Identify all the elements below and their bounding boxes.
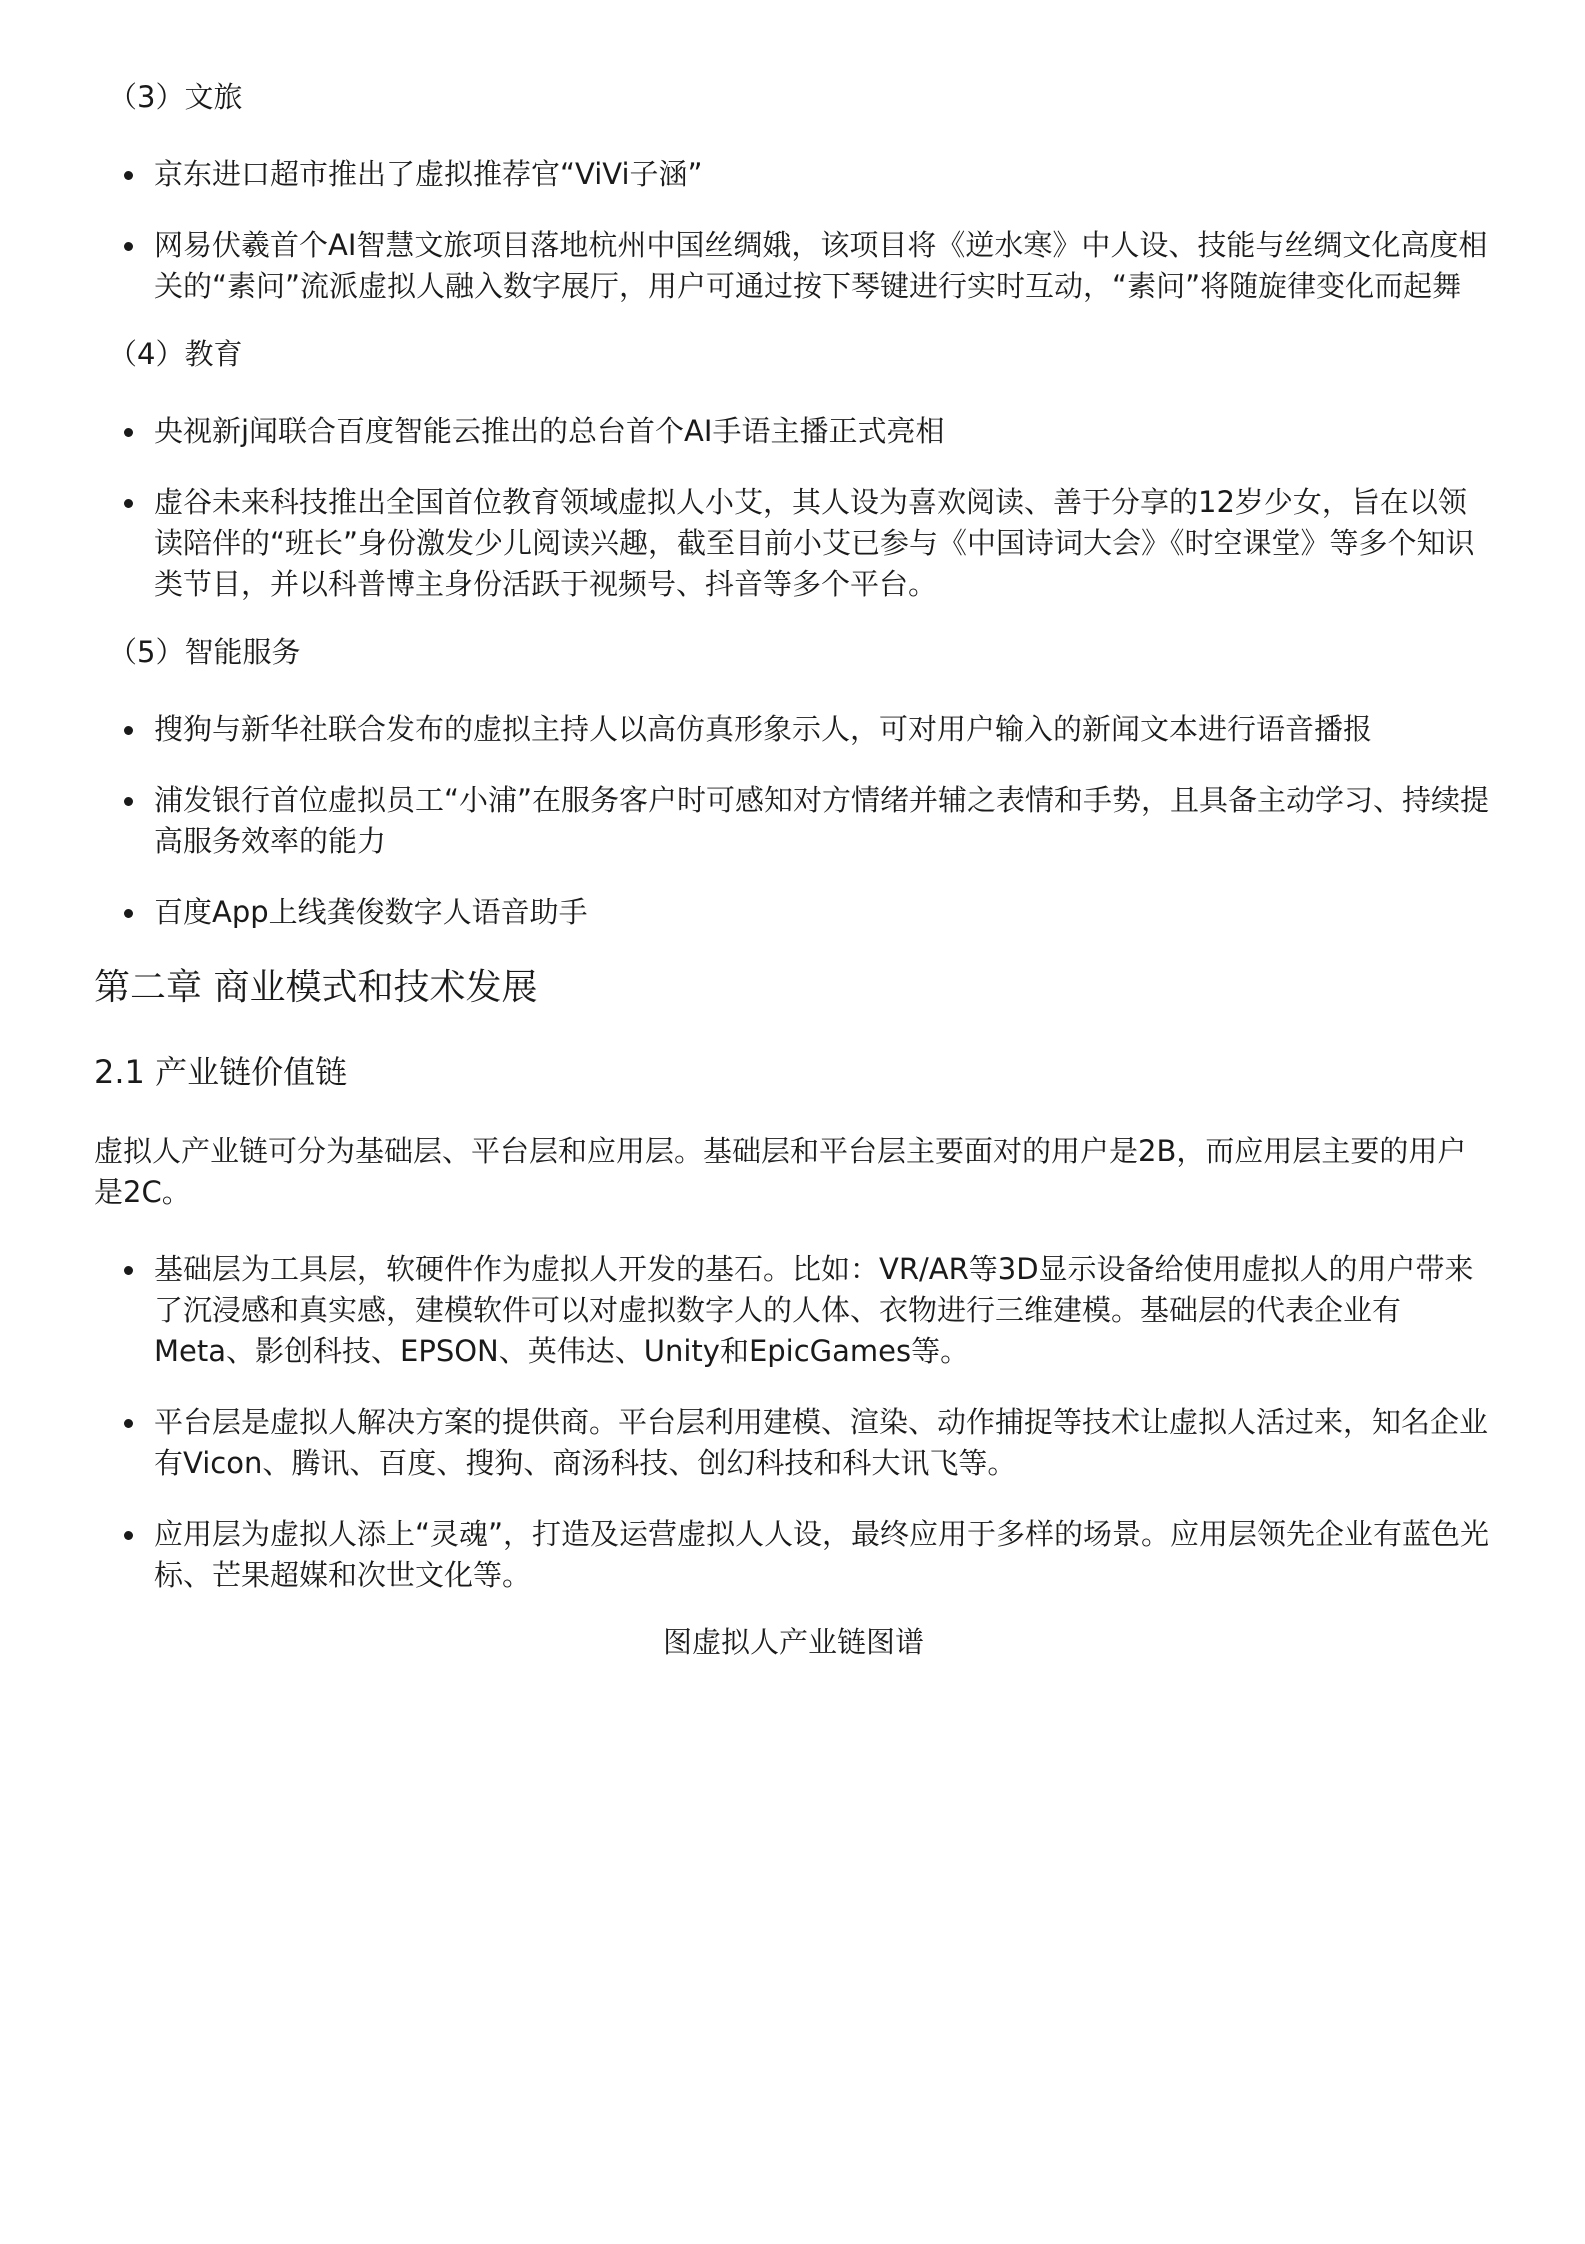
list-item	[94, 1402, 1493, 1484]
list-item	[94, 709, 1493, 750]
list-item	[94, 780, 1493, 862]
bullet-list-wenlv	[94, 154, 1493, 307]
bullet-list-layers	[94, 1249, 1493, 1596]
bullet-icon	[124, 499, 133, 508]
list-item-text: 百度App上线龚俊数字人语音助手	[154, 895, 588, 929]
list-item-text: 平台层是虚拟人解决方案的提供商。平台层利用建模、渲染、动作捕捉等技术让虚拟人活过来，知名企业有Vicon、腾讯、百度、搜狗、商汤科技、创幻科技和科大讯飞等。	[154, 1405, 1489, 1480]
chapter-title: 第二章 商业模式和技术发展	[94, 967, 538, 1008]
bullet-icon	[124, 428, 133, 437]
list-item	[94, 411, 1493, 452]
list-item	[94, 892, 1493, 933]
intro-paragraph: 虚拟人产业链可分为基础层、平台层和应用层。基础层和平台层主要面对的用户是2B，而应用层主要的用户是2C。	[94, 1134, 1467, 1209]
bullet-icon	[124, 726, 133, 735]
section-label-jiaoyu: （4）教育	[108, 337, 243, 371]
list-item-text: 网易伏羲首个AI智慧文旅项目落地杭州中国丝绸娥，该项目将《逆水寒》中人设、技能与丝绸文化高度相关的“素问”流派虚拟人融入数字展厅，用户可通过按下琴键进行实时互动，“素问”将随旋律变化而起舞	[154, 228, 1488, 303]
bullet-icon	[124, 171, 133, 180]
list-item-text: 虚谷未来科技推出全国首位教育领域虚拟人小艾，其人设为喜欢阅读、善于分享的12岁少女，旨在以领读陪伴的“班长”身份激发少儿阅读兴趣，截至目前小艾已参与《中国诗词大会》《时空课堂》等多个知识类节目，并以科普博主身份活跃于视频号、抖音等多个平台。	[154, 485, 1475, 601]
figure-caption: 图虚拟人产业链图谱	[662, 1625, 924, 1659]
bullet-icon	[124, 242, 133, 251]
list-item-text: 京东进口超市推出了虚拟推荐官“ViVi子涵”	[154, 157, 703, 191]
list-item-text: 搜狗与新华社联合发布的虚拟主持人以高仿真形象示人，可对用户输入的新闻文本进行语音播报	[154, 712, 1373, 746]
bullet-list-jiaoyu	[94, 411, 1493, 605]
bullet-icon	[124, 1531, 133, 1540]
list-item-text: 央视新j闻联合百度智能云推出的总台首个AI手语主播正式亮相	[154, 414, 945, 448]
list-item-text: 应用层为虚拟人添上“灵魂”，打造及运营虚拟人人设，最终应用于多样的场景。应用层领先企业有蓝色光标、芒果超媒和次世文化等。	[154, 1517, 1490, 1592]
subsection-title: 2.1 产业链价值链	[94, 1053, 348, 1091]
bullet-list-zhineng	[94, 709, 1493, 933]
bullet-icon	[124, 797, 133, 806]
bullet-icon	[124, 1266, 133, 1275]
list-item	[94, 154, 1493, 195]
list-item	[94, 482, 1493, 605]
list-item	[94, 225, 1493, 307]
list-item	[94, 1514, 1493, 1596]
section-label-zhineng: （5）智能服务	[108, 635, 301, 669]
list-item-text: 浦发银行首位虚拟员工“小浦”在服务客户时可感知对方情绪并辅之表情和手势，且具备主动学习、持续提高服务效率的能力	[154, 783, 1490, 858]
list-item-text: 基础层为工具层，软硬件作为虚拟人开发的基石。比如：VR/AR等3D显示设备给使用虚拟人的用户带来了沉浸感和真实感，建模软件可以对虚拟数字人的人体、衣物进行三维建模。基础层的代表企业有Meta、影创科技、EPSON、英伟达、Unity和EpicGames等。	[154, 1252, 1474, 1368]
section-label-wenlv: （3）文旅	[108, 80, 243, 114]
bullet-icon	[124, 1419, 133, 1428]
list-item	[94, 1249, 1493, 1372]
bullet-icon	[124, 909, 133, 918]
